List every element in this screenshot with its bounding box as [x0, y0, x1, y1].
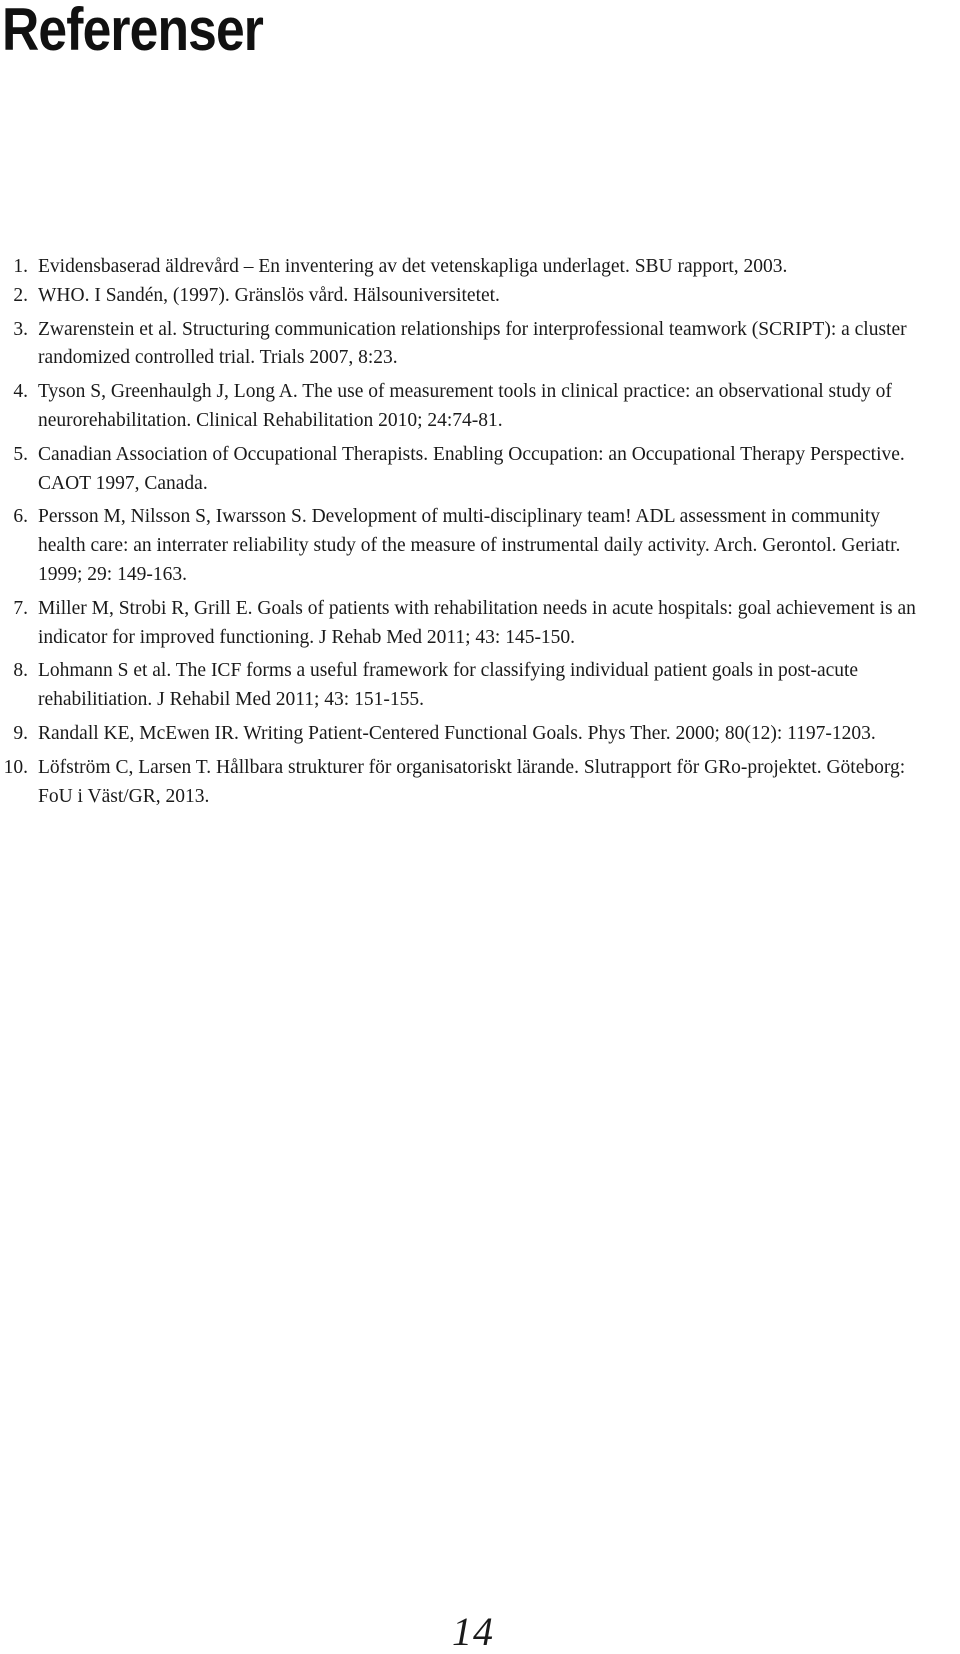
reference-item: [0, 378, 960, 436]
reference-text: Zwarenstein et al. Structuring communication relationships for interprofessional teamwork (SCRIPT): a cluster randomized controlled trial. Trials 2007, 8:23.: [38, 318, 907, 369]
reference-item: [0, 441, 960, 499]
reference-number: 7.: [13, 597, 28, 619]
page-title: Referenser: [2, 0, 264, 63]
reference-text: Löfström C, Larsen T. Hållbara strukturer för organisatoriskt lärande. Slutrapport för GRo-projektet. Göteborg: FoU i Väst/GR, 2013.: [38, 756, 906, 807]
reference-item: [0, 754, 960, 812]
reference-number: 1.: [13, 256, 28, 277]
reference-number: 5.: [13, 443, 28, 465]
reference-item: [0, 657, 960, 715]
reference-number: 8.: [13, 660, 28, 682]
reference-item: [0, 316, 960, 374]
reference-number: 2.: [13, 284, 28, 306]
reference-item: [0, 503, 960, 589]
reference-text: Canadian Association of Occupational Therapists. Enabling Occupation: an Occupational Therapy Perspective. CAOT 1997, Canada.: [38, 443, 905, 494]
reference-text: Evidensbaserad äldrevård – En inventering av det vetenskapliga underlaget. SBU rapport, 2003.: [38, 256, 788, 277]
reference-list: [0, 253, 960, 811]
reference-number: 4.: [13, 381, 28, 403]
reference-number: 3.: [13, 318, 28, 340]
reference-number: 10.: [3, 756, 28, 778]
reference-text: Randall KE, McEwen IR. Writing Patient-Centered Functional Goals. Phys Ther. 2000; 80(12): 1197-1203.: [38, 722, 876, 744]
reference-text: Persson M, Nilsson S, Iwarsson S. Development of multi-disciplinary team! ADL assessment in community health care: an interrater reliability study of the measure of instrumental daily activity. Arch. Gerontol. Geriatr. 1999; 29: 149-163.: [38, 506, 901, 585]
page-number: 14: [452, 1609, 494, 1654]
reference-item: [0, 282, 960, 311]
reference-item: [0, 595, 960, 653]
reference-text: Lohmann S et al. The ICF forms a useful framework for classifying individual patient goals in post-acute rehabilitiation. J Rehabil Med 2011; 43: 151-155.: [38, 660, 859, 711]
reference-text: Miller M, Strobi R, Grill E. Goals of patients with rehabilitation needs in acute hospitals: goal achievement is an indicator for improved functioning. J Rehab Med 2011; 43: 145-150.: [38, 597, 916, 648]
reference-item: [0, 253, 960, 282]
reference-number: 6.: [13, 506, 28, 528]
reference-item: [0, 720, 960, 749]
reference-number: 9.: [13, 722, 28, 744]
reference-text: WHO. I Sandén, (1997). Gränslös vård. Hälsouniversitetet.: [38, 284, 500, 306]
reference-text: Tyson S, Greenhaulgh J, Long A. The use of measurement tools in clinical practice: an observational study of neurorehabilitation. Clinical Rehabilitation 2010; 24:74-81.: [38, 381, 892, 431]
